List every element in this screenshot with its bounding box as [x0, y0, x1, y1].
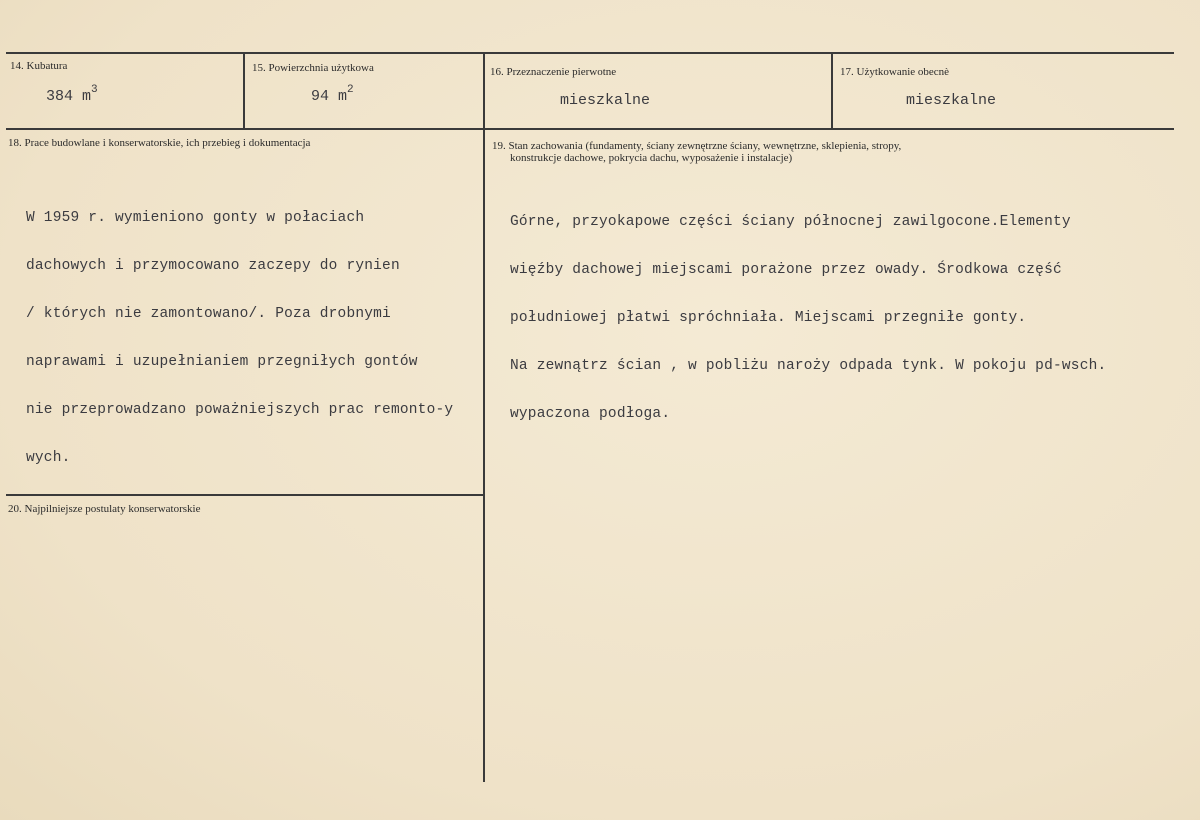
row1-bottom-rule — [6, 128, 1174, 130]
stan-line: Na zewnątrz ścian , w pobliżu naroży odpada tynk. W pokoju pd-wsch. — [510, 358, 1107, 374]
uzytkowanie-label: 17. Użytkowanie obecnè — [840, 66, 950, 78]
divider-14-15 — [243, 52, 245, 130]
przeznaczenie-value: mieszkalne — [560, 92, 651, 109]
powierzchnia-label: 15. Powierzchnia użytkowa — [252, 62, 374, 74]
stan-line: więźby dachowej miejscami porażone przez owady. Środkowa część — [510, 262, 1062, 278]
kubatura-label: 14. Kubatura — [10, 60, 68, 72]
stan-text — [510, 182, 1106, 454]
prace-line: W 1959 r. wymieniono gonty w połaciach — [26, 210, 365, 226]
stan-line: południowej płatwi spróchniała. Miejscami przegniłe gonty. — [510, 310, 1027, 326]
stan-line: wypaczona podłoga. — [510, 406, 671, 422]
prace-line: wych. — [26, 450, 71, 466]
divider-main — [483, 52, 485, 782]
top-rule — [6, 52, 1174, 54]
prace-line: / których nie zamontowano/. Poza drobnymi — [26, 306, 391, 322]
divider-16-17 — [831, 52, 833, 130]
prace-line: dachowych i przymocowano zaczepy do rynien — [26, 258, 400, 274]
postulaty-label: 20. Najpilniejsze postulaty konserwatorskie — [8, 503, 201, 515]
prace-label: 18. Prace budowlane i konserwatorskie, ich przebieg i dokumentacja — [8, 137, 311, 149]
uzytkowanie-value: mieszkalne — [906, 92, 997, 109]
stan-line: Górne, przyokapowe części ściany północnej zawilgocone.Elementy — [510, 214, 1071, 230]
prace-text — [26, 178, 453, 498]
kubatura-value: 384 $m^3$ — [46, 84, 98, 105]
prace-line: naprawami i uzupełnianiem przegniłych gontów — [26, 354, 418, 370]
prace-line: nie przeprowadzano poważniejszych prac remonto-y — [26, 402, 454, 418]
powierzchnia-value: 94 $m^2$ — [311, 84, 354, 105]
przeznaczenie-label: 16. Przeznaczenie pierwotne — [490, 66, 617, 78]
stan-label: 19. Stan zachowania (fundamenty, ściany zewnętrzne ściany, wewnętrzne, sklepienia, stropy, konstrukcje dachowe, pokrycia dachu, wyposażenie i instalacje) — [492, 140, 902, 164]
